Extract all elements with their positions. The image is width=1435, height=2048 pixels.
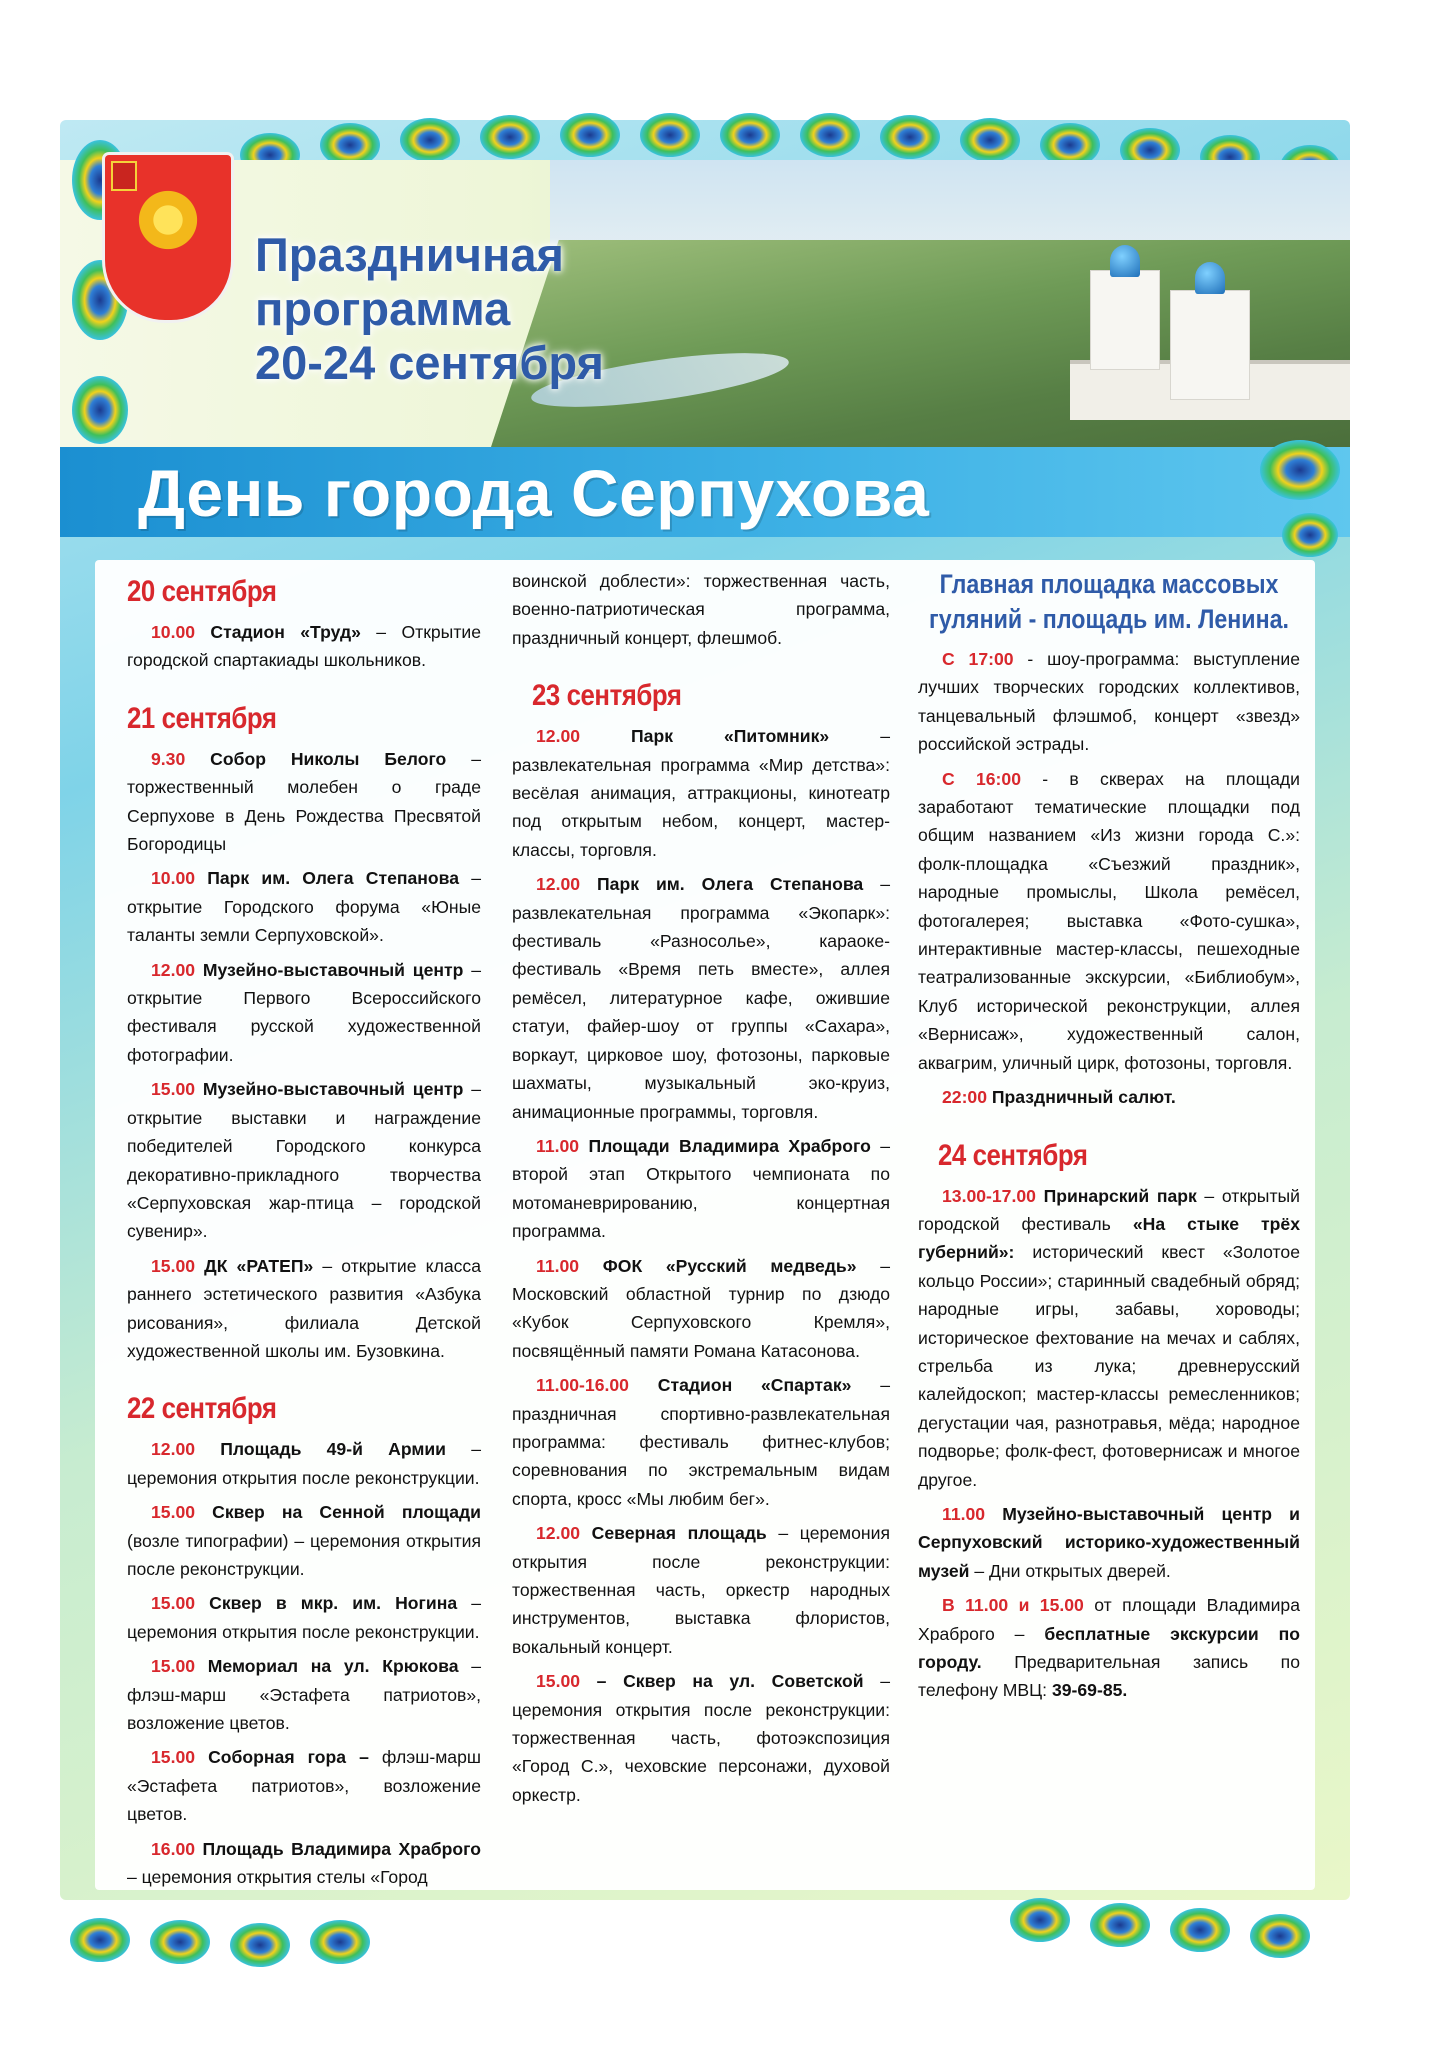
event-item: [512, 1519, 890, 1661]
event-time: 15.00: [151, 1255, 196, 1276]
event-item: [918, 1591, 1300, 1705]
event-place: Праздничный салют.: [991, 1087, 1176, 1108]
event-time: 10.00: [151, 868, 196, 889]
event-item: [918, 1500, 1300, 1585]
day-heading: 20 сентября: [127, 575, 277, 608]
event-place: Парк «Питомник»: [631, 726, 830, 747]
event-time: 11.00-16.00: [536, 1375, 629, 1396]
event-text: – второй этап Открытого чемпионата по мотоманеврированию, концертная программа.: [512, 1135, 890, 1242]
peacock-feather-icon: [60, 1880, 1350, 1990]
event-item: [918, 1182, 1300, 1494]
day-heading: 24 сентября: [938, 1138, 1088, 1172]
event-text: Предварительная запись по телефону МВЦ:: [918, 1652, 1300, 1701]
church-dome: [1110, 245, 1140, 277]
right-feather-column: [1250, 420, 1350, 570]
event-time: С 16:00: [942, 768, 1021, 789]
event-item: [127, 956, 481, 1070]
event-item: [512, 1132, 890, 1246]
event-place: ДК «РАТЕП»: [204, 1255, 314, 1276]
header-title-line: 20-24 сентября: [255, 336, 604, 389]
event-item: [512, 1371, 890, 1513]
event-place: – Сквер на ул. Советской: [596, 1671, 864, 1692]
event-text: – церемония открытия стелы «Город: [127, 1867, 428, 1888]
event-item: [512, 722, 890, 864]
event-time: 12.00: [151, 1439, 196, 1460]
event-item: [127, 745, 481, 859]
column-left: [127, 570, 481, 1897]
event-item: [512, 1252, 890, 1366]
event-text: – церемония открытия после реконструкции: торжественная часть, фотоэкспозиция «Город С.», чеховские персонажи, духовой оркестр.: [512, 1671, 890, 1805]
event-place: ФОК «Русский медведь»: [602, 1255, 857, 1276]
event-time: 11.00: [942, 1503, 986, 1524]
event-time: 12.00: [536, 874, 581, 895]
event-text: – праздничная спортивно-развлекательная программа: фестиваль фитнес-клубов; соревнования по экстремальным видам спорта, кросс «Мы любим бег».: [512, 1375, 890, 1509]
event-place: Соборная гора –: [208, 1747, 369, 1768]
event-item: [127, 1435, 481, 1492]
event-time: 11.00: [536, 1135, 580, 1156]
event-text: – открытие выставки и награждение победителей Городского конкурса декоративно-прикладного творчества «Серпуховская жар-птица – городской сувенир».: [127, 1079, 481, 1242]
church-dome: [1195, 262, 1225, 294]
event-time: 13.00-17.00: [942, 1185, 1036, 1206]
event-item: [127, 1498, 481, 1583]
event-time: 12.00: [151, 959, 196, 980]
event-text: – открытый городской фестиваль: [918, 1185, 1300, 1234]
event-place: Парк им. Олега Степанова: [207, 868, 460, 889]
event-place: Музейно-выставочный центр: [202, 1079, 464, 1100]
event-time: 12.00: [536, 1523, 581, 1544]
event-item: [918, 765, 1300, 1077]
event-item: [127, 1589, 481, 1646]
event-item: [127, 1252, 481, 1366]
event-time: 15.00: [151, 1079, 196, 1100]
event-place: Стадион «Труд»: [210, 622, 361, 642]
event-text: – церемония открытия после реконструкции.: [127, 1593, 481, 1642]
event-time: В 11.00 и 15.00: [942, 1595, 1084, 1616]
event-place: Площадь 49-й Армии: [220, 1439, 446, 1460]
event-item: [127, 1075, 481, 1245]
event-text: – открытие Городского форума «Юные таланты земли Серпуховской».: [127, 868, 481, 946]
column-right: [918, 567, 1300, 1711]
event-place: Сквер на Сенной площади: [212, 1502, 482, 1523]
event-place: Мемориал на ул. Крюкова: [207, 1656, 459, 1677]
event-place: Собор Николы Белого: [210, 748, 447, 769]
serpukhov-coat-of-arms-icon: [105, 155, 231, 320]
event-continuation: воинской доблести»: торжественная часть, военно-патриотическая программа, праздничный концерт, флешмоб.: [512, 571, 890, 648]
event-text: – торжественный молебен о граде Серпухове в День Рождества Пресвятой Богородицы: [127, 748, 481, 855]
event-text: – церемония открытия после реконструкции.: [127, 1439, 481, 1488]
event-text: флэш-марш «Эстафета патриотов», возложение цветов.: [127, 1747, 481, 1825]
event-text: – Московский областной турнир по дзюдо «Кубок Серпуховского Кремля», посвящённый памяти Романа Катасонова.: [512, 1255, 890, 1361]
header-title: [255, 228, 675, 390]
event-text: – развлекательная программа «Экопарк»: фестиваль «Разносолье», караоке-фестиваль «Время петь вместе», аллея ремёсел, литературное кафе, ожившие статуи, файер-шоу от группы «Сахара», воркаут, цирковое шоу, фотозоны, парковые шахматы, музыкальный эко-круиз, анимационные программы, торговля.: [512, 874, 890, 1122]
event-text: – развлекательная программа «Мир детства»: весёлая анимация, аттракционы, кинотеатр под открытым небом, концерт, мастер-классы, торговля.: [512, 726, 890, 860]
day-heading: 22 сентября: [127, 1392, 277, 1426]
event-time: 10.00: [151, 622, 196, 642]
event-text: от площади Владимира Храброго –: [918, 1595, 1300, 1644]
event-text: – флэш-марш «Эстафета патриотов», возложение цветов.: [127, 1656, 482, 1733]
event-time: С 17:00: [942, 649, 1014, 669]
event-time: 15.00: [151, 1502, 196, 1523]
event-place: Площади Владимира Храброго: [588, 1135, 871, 1156]
header-title-line: программа: [255, 282, 511, 335]
event-item: [918, 645, 1300, 759]
event-item: [127, 1743, 481, 1828]
day-heading: 21 сентября: [127, 701, 277, 735]
event-item: [127, 1652, 481, 1737]
event-text: – открытие класса раннего эстетического развития «Азбука рисования», филиала Детской художественной школы им. Бузовкина.: [127, 1255, 481, 1361]
event-time: 12.00: [536, 726, 581, 747]
event-place: Принарский парк: [1043, 1185, 1197, 1206]
event-festival-name: «На стыке трёх губерний»:: [918, 1213, 1300, 1263]
event-place: Музейно-выставочный центр и Серпуховский историко-художественный музей: [918, 1503, 1300, 1581]
event-place: Музейно-выставочный центр: [202, 959, 464, 980]
event-time: 15.00: [151, 1656, 196, 1677]
event-text: – церемония открытия после реконструкции: торжественная часть, оркестр народных инструментов, выставка флористов, вокальный концерт.: [512, 1523, 890, 1657]
event-place: Стадион «Спартак»: [657, 1375, 852, 1396]
main-venue-title: Главная площадка массовых гуляний - площадь им. Ленина.: [929, 569, 1289, 634]
bottom-feather-garland: [60, 1880, 1350, 1990]
monastery-cathedral: [1170, 290, 1250, 400]
event-item: [512, 870, 890, 1126]
event-text: - в скверах на площади заработают тематические площадки под общим названием «Из жизни города С.»: фолк-площадка «Съезжий праздник», народные промыслы, Школа ремёсел, фотогалерея; выставка «Фото-сушка», интерактивные мастер-классы, пешеходные театрализованные экскурсии, «Библиобум», Клуб исторической реконструкции, аллея «Вернисаж», художественный салон, аквагрим, уличный цирк, фотозоны, торговля.: [918, 768, 1300, 1073]
event-item: [127, 618, 481, 675]
day-heading: 23 сентября: [532, 679, 682, 713]
event-text: – Открытие городской спартакиады школьников.: [127, 622, 481, 671]
peacock-feather-icon: [1250, 420, 1350, 570]
event-item: [127, 864, 481, 949]
event-time: 11.00: [536, 1255, 580, 1276]
event-text: исторический квест «Золотое кольцо России»; старинный свадебный обряд; народные игры, забавы, хороводы; историческое фехтование на мечах и саблях, стрельба из лука; древнерусский калейдоскоп; мастер-классы ремесленников; дегустации чая, разнотравья, мёда; народное подворье; фолк-фест, фотовернисаж и многое другое.: [918, 1242, 1300, 1490]
phone-number: 39-69-85.: [1051, 1680, 1128, 1701]
event-item: [918, 1083, 1300, 1111]
event-time: 15.00: [151, 1747, 196, 1768]
event-time: 22:00: [942, 1087, 987, 1108]
event-text: – Дни открытых дверей.: [969, 1560, 1171, 1581]
free-tours-note: бесплатные экскурсии по городу.: [918, 1623, 1301, 1672]
moscow-region-arms-icon: [111, 161, 137, 191]
event-text: - шоу-программа: выступление лучших творческих городских коллективов, танцевальный флэшмоб, концерт «звезд» российской эстрады.: [918, 649, 1301, 755]
peacock-emblem-icon: [135, 185, 201, 255]
monastery-church: [1090, 270, 1160, 370]
event-time: 15.00: [536, 1671, 581, 1692]
event-place: Сквер в мкр. им. Ногина: [209, 1593, 458, 1614]
event-time: 9.30: [151, 748, 186, 769]
event-item: [512, 1667, 890, 1809]
event-time: 16.00: [151, 1838, 196, 1859]
header-area: [60, 160, 1350, 450]
event-time: 15.00: [151, 1593, 196, 1614]
column-middle: [512, 567, 890, 1815]
header-title-line: Праздничная: [255, 228, 564, 281]
banner-title: День города Серпухова: [138, 456, 930, 530]
event-text: – открытие Первого Всероссийского фестиваля русской художественной фотографии.: [127, 959, 481, 1065]
event-place: Площадь Владимира Храброго: [202, 1838, 481, 1859]
event-place: Северная площадь: [591, 1523, 767, 1544]
event-text: (возле типографии) – церемония открытия после реконструкции.: [127, 1530, 481, 1579]
event-place: Парк им. Олега Степанова: [597, 874, 864, 895]
